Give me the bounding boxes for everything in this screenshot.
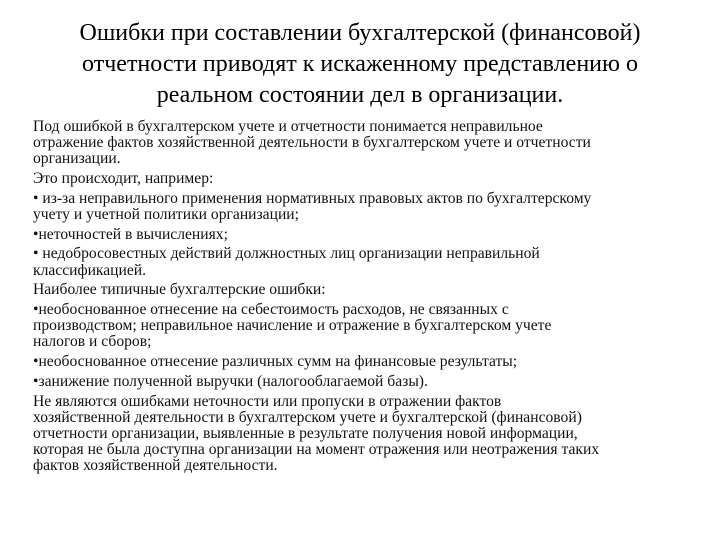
text-line: организации. (33, 150, 121, 168)
bullet-item (33, 227, 698, 243)
text-line: •неточностей в вычислениях; (33, 225, 228, 243)
bullet-item (33, 354, 698, 370)
paragraph-definition (33, 119, 698, 168)
text-line: хозяйственной деятельности в бухгалтерском учете и бухгалтерской (финансовой) (33, 408, 582, 426)
text-line: классификацией. (33, 261, 147, 279)
text-line: отражение фактов хозяйственной деятельности в бухгалтерском учете и отчетности (33, 134, 591, 152)
text-line: Это происходит, например: (33, 170, 214, 188)
bullet-item (33, 246, 698, 278)
bullet-item (33, 191, 698, 223)
text-line: которая не была доступна организации на момент отражения или неотражения таких (33, 441, 600, 459)
paragraph-intro (33, 171, 698, 187)
paragraph-not-errors (33, 394, 698, 475)
text-line: производством; неправильное начисление и отражение в бухгалтерском учете (33, 317, 552, 335)
text-line: отчетности организации, выявленные в результате получения новой информации, (33, 424, 578, 442)
bullet-item (33, 374, 698, 390)
slide-title (40, 18, 680, 111)
title-line: Ошибки при составлении бухгалтерской (финансовой) (79, 20, 641, 46)
text-line: учету и учетной политики организации; (33, 206, 299, 224)
text-line: • из-за неправильного применения нормативных правовых актов по бухгалтерскому (33, 189, 592, 207)
slide-body (33, 119, 698, 478)
text-line: налогов и сборов; (33, 333, 152, 351)
text-line: Не являются ошибками неточности или пропуски в отражении фактов (33, 392, 502, 410)
title-line: реальном состоянии дел в организации. (156, 82, 564, 108)
text-line: •необоснованное отнесение на себестоимость расходов, не связанных с (33, 301, 509, 319)
title-line: отчетности приводят к искаженному представлению о (82, 51, 638, 77)
text-line: •необоснованное отнесение различных сумм на финансовые результаты; (33, 353, 518, 371)
paragraph-typical-errors (33, 282, 698, 298)
text-line: Под ошибкой в бухгалтерском учете и отчетности понимается неправильное (33, 118, 543, 135)
text-line: Наиболее типичные бухгалтерские ошибки: (33, 281, 326, 299)
text-line: • недобросовестных действий должностных лиц организации неправильной (33, 245, 540, 263)
text-line: •занижение полученной выручки (налогооблагаемой базы). (33, 372, 428, 390)
bullet-item (33, 302, 698, 351)
text-line: фактов хозяйственной деятельности. (33, 457, 278, 475)
